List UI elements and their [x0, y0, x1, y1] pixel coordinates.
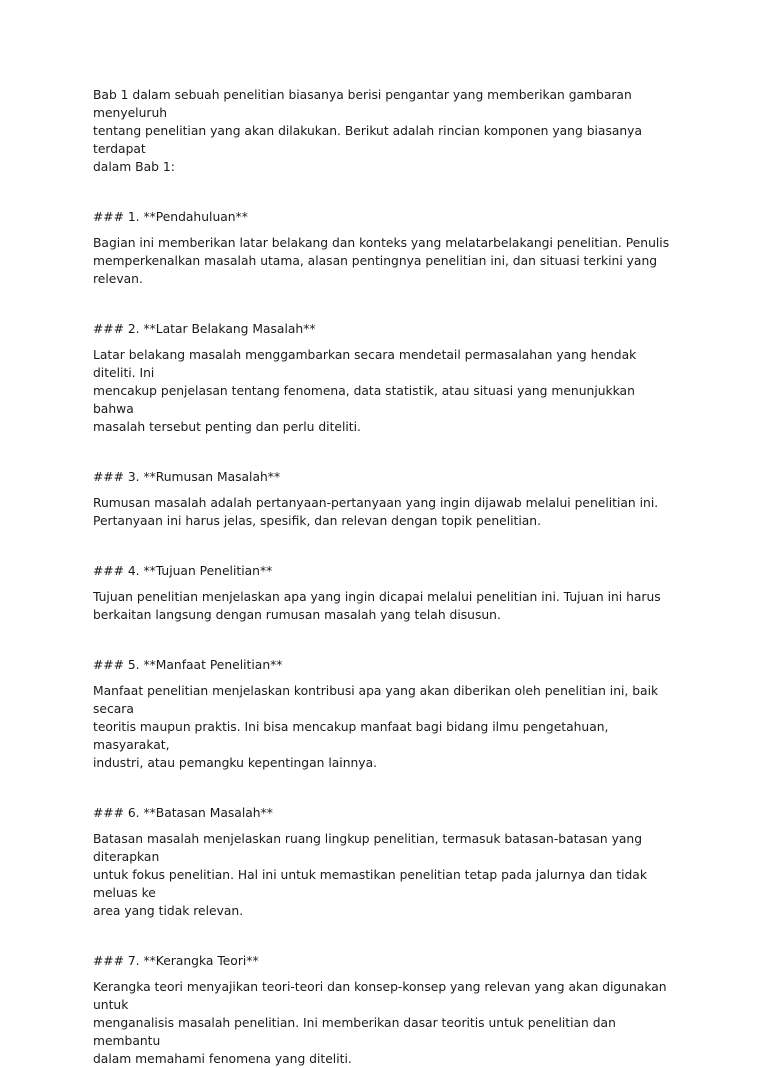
section-heading: ### 7. **Kerangka Teori**	[93, 954, 259, 968]
section-body: Latar belakang masalah menggambarkan secara mendetail permasalahan yang hendak diteliti. Ini mencakup penjelasan tentang fenomena, data statistik, atau situasi yang menunjukkan bahwa masalah tersebut penting dan perlu diteliti.	[93, 348, 637, 434]
section-heading: ### 1. **Pendahuluan**	[93, 210, 248, 224]
section-heading: ### 4. **Tujuan Penelitian**	[93, 564, 273, 578]
section-body: Bagian ini memberikan latar belakang dan konteks yang melatarbelakangi penelitian. Penulis memperkenalkan masalah utama, alasan pentingnya penelitian ini, dan situasi terkini yang relevan.	[93, 236, 670, 286]
section-heading: ### 6. **Batasan Masalah**	[93, 806, 273, 820]
intro-paragraph: Bab 1 dalam sebuah penelitian biasanya berisi pengantar yang memberikan gambaran menyeluruh tentang penelitian yang akan dilakukan. Berikut adalah rincian komponen yang biasanya terdapat dalam Bab 1:	[93, 88, 643, 174]
document-page	[93, 86, 678, 1068]
section-latar-belakang	[93, 320, 678, 436]
section-rumusan-masalah	[93, 468, 678, 530]
section-tujuan-penelitian	[93, 562, 678, 624]
section-batasan-masalah	[93, 804, 678, 920]
section-heading: ### 2. **Latar Belakang Masalah**	[93, 322, 316, 336]
section-body: Kerangka teori menyajikan teori-teori dan konsep-konsep yang relevan yang akan digunakan untuk menganalisis masalah penelitian. Ini memberikan dasar teoritis untuk penelitian dan membantu dalam memahami fenomena yang diteliti.	[93, 980, 667, 1066]
section-body: Tujuan penelitian menjelaskan apa yang ingin dicapai melalui penelitian ini. Tujuan ini harus berkaitan langsung dengan rumusan masalah yang telah disusun.	[93, 590, 661, 622]
section-manfaat-penelitian	[93, 656, 678, 772]
section-body: Manfaat penelitian menjelaskan kontribusi apa yang akan diberikan oleh penelitian ini, baik secara teoritis maupun praktis. Ini bisa mencakup manfaat bagi bidang ilmu pengetahuan, masyarakat, industri, atau pemangku kepentingan lainnya.	[93, 684, 659, 770]
section-body: Batasan masalah menjelaskan ruang lingkup penelitian, termasuk batasan-batasan yang diterapkan untuk fokus penelitian. Hal ini untuk memastikan penelitian tetap pada jalurnya dan tidak meluas ke area yang tidak relevan.	[93, 832, 647, 918]
section-pendahuluan	[93, 208, 678, 288]
section-kerangka-teori	[93, 952, 678, 1068]
section-body: Rumusan masalah adalah pertanyaan-pertanyaan yang ingin dijawab melalui penelitian ini. Pertanyaan ini harus jelas, spesifik, dan relevan dengan topik penelitian.	[93, 496, 659, 528]
section-heading: ### 3. **Rumusan Masalah**	[93, 470, 281, 484]
section-heading: ### 5. **Manfaat Penelitian**	[93, 658, 283, 672]
